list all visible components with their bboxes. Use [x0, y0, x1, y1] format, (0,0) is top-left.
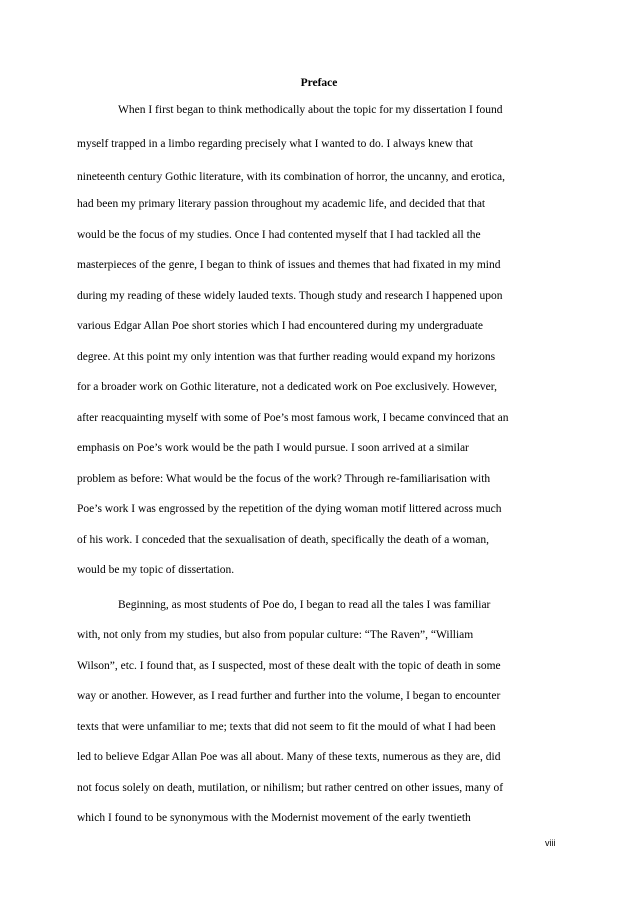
paragraph-2-line-7: not focus solely on death, mutilation, or nihilism; but rather centred on other issues, many of	[77, 782, 504, 794]
paragraph-2-line-6: led to believe Edgar Allan Poe was all about. Many of these texts, numerous as they are, did	[77, 751, 501, 763]
paragraph-1-line-11: after reacquainting myself with some of Poe’s most famous work, I became convinced that an	[77, 412, 509, 424]
paragraph-1-line-5: would be the focus of my studies. Once I had contented myself that I had tackled all the	[77, 229, 481, 241]
paragraph-1-line-16: would be my topic of dissertation.	[77, 564, 235, 576]
paragraph-2-line-5: texts that were unfamiliar to me; texts that did not seem to fit the mould of what I had been	[77, 721, 496, 733]
paragraph-1-line-15: of his work. I conceded that the sexualisation of death, specifically the death of a woman,	[77, 534, 489, 546]
page-title: Preface	[300, 77, 338, 89]
paragraph-1-line-1: When I first began to think methodically about the topic for my dissertation I found	[118, 104, 503, 116]
paragraph-1-line-9: degree. At this point my only intention was that further reading would expand my horizons	[77, 351, 496, 363]
paragraph-2-line-4: way or another. However, as I read further and further into the volume, I began to encounter	[77, 690, 501, 702]
paragraph-1-line-12: emphasis on Poe’s work would be the path I would pursue. I soon arrived at a similar	[77, 442, 469, 454]
paragraph-2-line-8: which I found to be synonymous with the Modernist movement of the early twentieth	[77, 812, 471, 824]
paragraph-1-line-13: problem as before: What would be the focus of the work? Through re-familiarisation with	[77, 473, 491, 485]
paragraph-1-line-14: Poe’s work I was engrossed by the repetition of the dying woman motif littered across much	[77, 503, 502, 515]
paragraph-2-line-2: with, not only from my studies, but also from popular culture: “The Raven”, “William	[77, 629, 474, 641]
paragraph-1-line-6: masterpieces of the genre, I began to think of issues and themes that had fixated in my mind	[77, 259, 501, 271]
paragraph-1-line-10: for a broader work on Gothic literature, not a dedicated work on Poe exclusively. However,	[77, 381, 497, 393]
page-number: viii	[545, 838, 556, 848]
paragraph-1-line-8: various Edgar Allan Poe short stories which I had encountered during my undergraduate	[77, 320, 484, 332]
paragraph-1-line-2: myself trapped in a limbo regarding precisely what I wanted to do. I always knew that	[77, 138, 473, 150]
paragraph-2-line-3: Wilson”, etc. I found that, as I suspected, most of these dealt with the topic of death in some	[77, 660, 501, 672]
paragraph-1-line-7: during my reading of these widely lauded texts. Though study and research I happened upon	[77, 290, 503, 302]
paragraph-2-line-1: Beginning, as most students of Poe do, I began to read all the tales I was familiar	[118, 599, 491, 611]
paragraph-1-line-3: nineteenth century Gothic literature, with its combination of horror, the uncanny, and erotica,	[77, 171, 505, 183]
paragraph-1-line-4: had been my primary literary passion throughout my academic life, and decided that that	[77, 198, 486, 210]
